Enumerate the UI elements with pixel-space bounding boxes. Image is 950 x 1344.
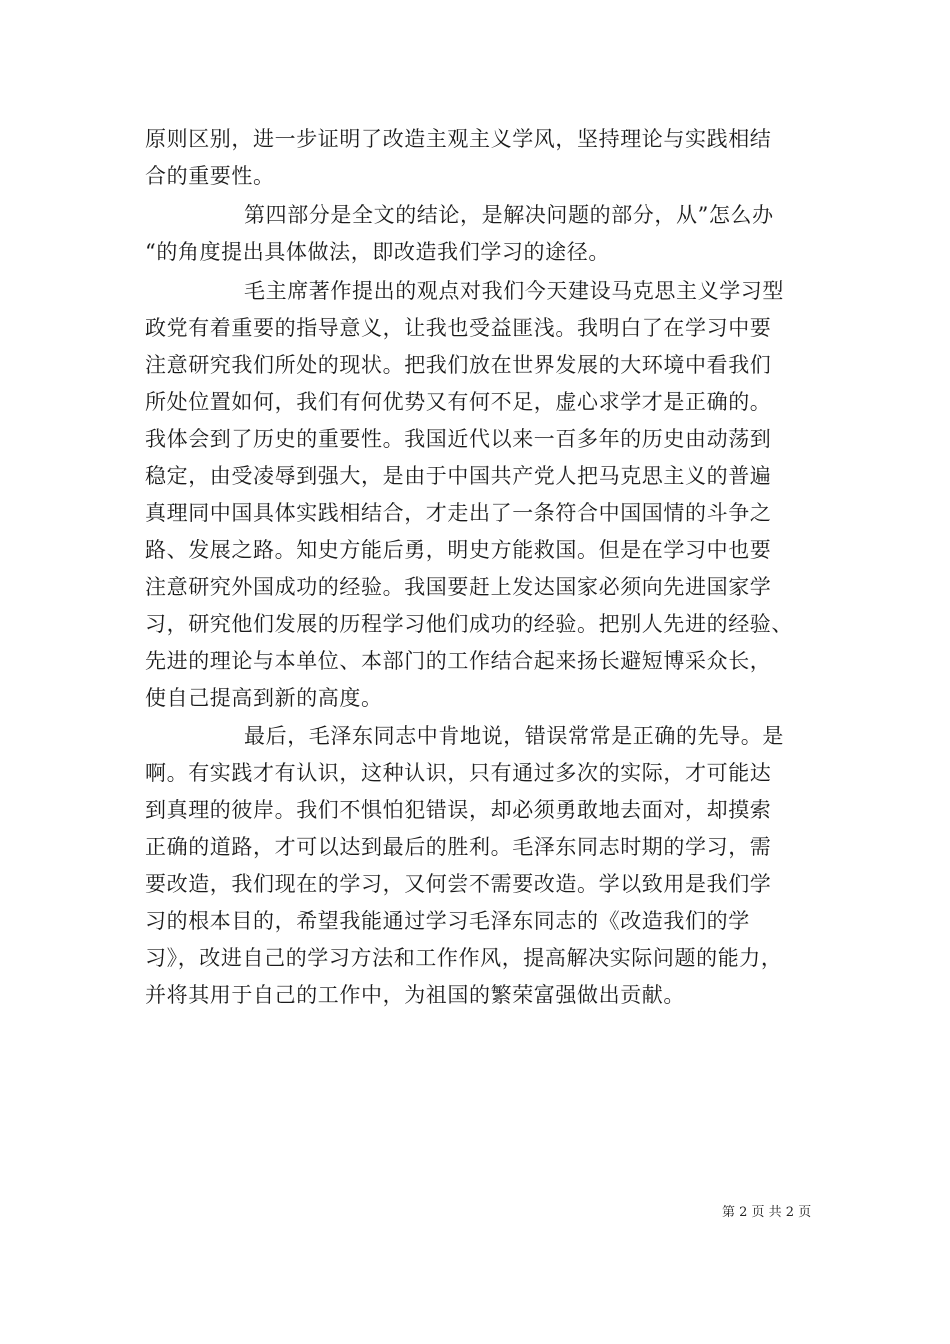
text-line: 原则区别，进一步证明了改造主观主义学风，坚持理论与实践相结 bbox=[145, 127, 772, 151]
text-line: “的角度提出具体做法，即改造我们学习的途径。 bbox=[145, 240, 610, 264]
text-line: 政党有着重要的指导意义，让我也受益匪浅。我明白了在学习中要 bbox=[145, 316, 772, 340]
text-line: 正确的道路，才可以达到最后的胜利。毛泽东同志时期的学习，需 bbox=[145, 835, 772, 859]
text-line: 路、发展之路。知史方能后勇，明史方能救国。但是在学习中也要 bbox=[145, 538, 772, 562]
text-line: 啊。有实践才有认识，这种认识，只有通过多次的实际，才可能达 bbox=[145, 761, 772, 785]
text-line: 所处位置如何，我们有何优势又有何不足，虚心求学才是正确的。 bbox=[145, 390, 772, 414]
text-line: 稳定，由受凌辱到强大，是由于中国共产党人把马克思主义的普遍 bbox=[145, 464, 772, 488]
text-line: 到真理的彼岸。我们不惧怕犯错误，却必须勇敢地去面对，却摸索 bbox=[145, 798, 772, 822]
text-line: 合的重要性。 bbox=[145, 164, 275, 188]
text-line: 习》，改进自己的学习方法和工作作风，提高解决实际问题的能力， bbox=[145, 946, 783, 970]
text-line: 使自己提高到新的高度。 bbox=[145, 686, 383, 710]
page-number-footer: 第 2 页 共 2 页 bbox=[722, 1205, 812, 1220]
text-line: 并将其用于自己的工作中，为祖国的繁荣富强做出贡献。 bbox=[145, 983, 685, 1007]
text-line: 习，研究他们发展的历程学习他们成功的经验。把别人先进的经验、 bbox=[145, 612, 793, 636]
text-line: 注意研究外国成功的经验。我国要赶上发达国家必须向先进国家学 bbox=[145, 575, 772, 599]
text-line: 先进的理论与本单位、本部门的工作结合起来扬长避短博采众长， bbox=[145, 649, 772, 673]
paragraph-first-line: 最后，毛泽东同志中肯地说，错误常常是正确的先导。是 bbox=[244, 724, 784, 748]
text-line: 我体会到了历史的重要性。我国近代以来一百多年的历史由动荡到 bbox=[145, 427, 772, 451]
paragraph-first-line: 第四部分是全文的结论，是解决问题的部分，从”怎么办 bbox=[244, 203, 774, 227]
text-line: 注意研究我们所处的现状。把我们放在世界发展的大环境中看我们 bbox=[145, 353, 772, 377]
text-line: 要改造，我们现在的学习，又何尝不需要改造。学以致用是我们学 bbox=[145, 872, 772, 896]
text-line: 真理同中国具体实践相结合，才走出了一条符合中国国情的斗争之 bbox=[145, 501, 772, 525]
text-line: 习的根本目的，希望我能通过学习毛泽东同志的《改造我们的学 bbox=[145, 909, 750, 933]
paragraph-first-line: 毛主席著作提出的观点对我们今天建设马克思主义学习型 bbox=[244, 279, 784, 303]
